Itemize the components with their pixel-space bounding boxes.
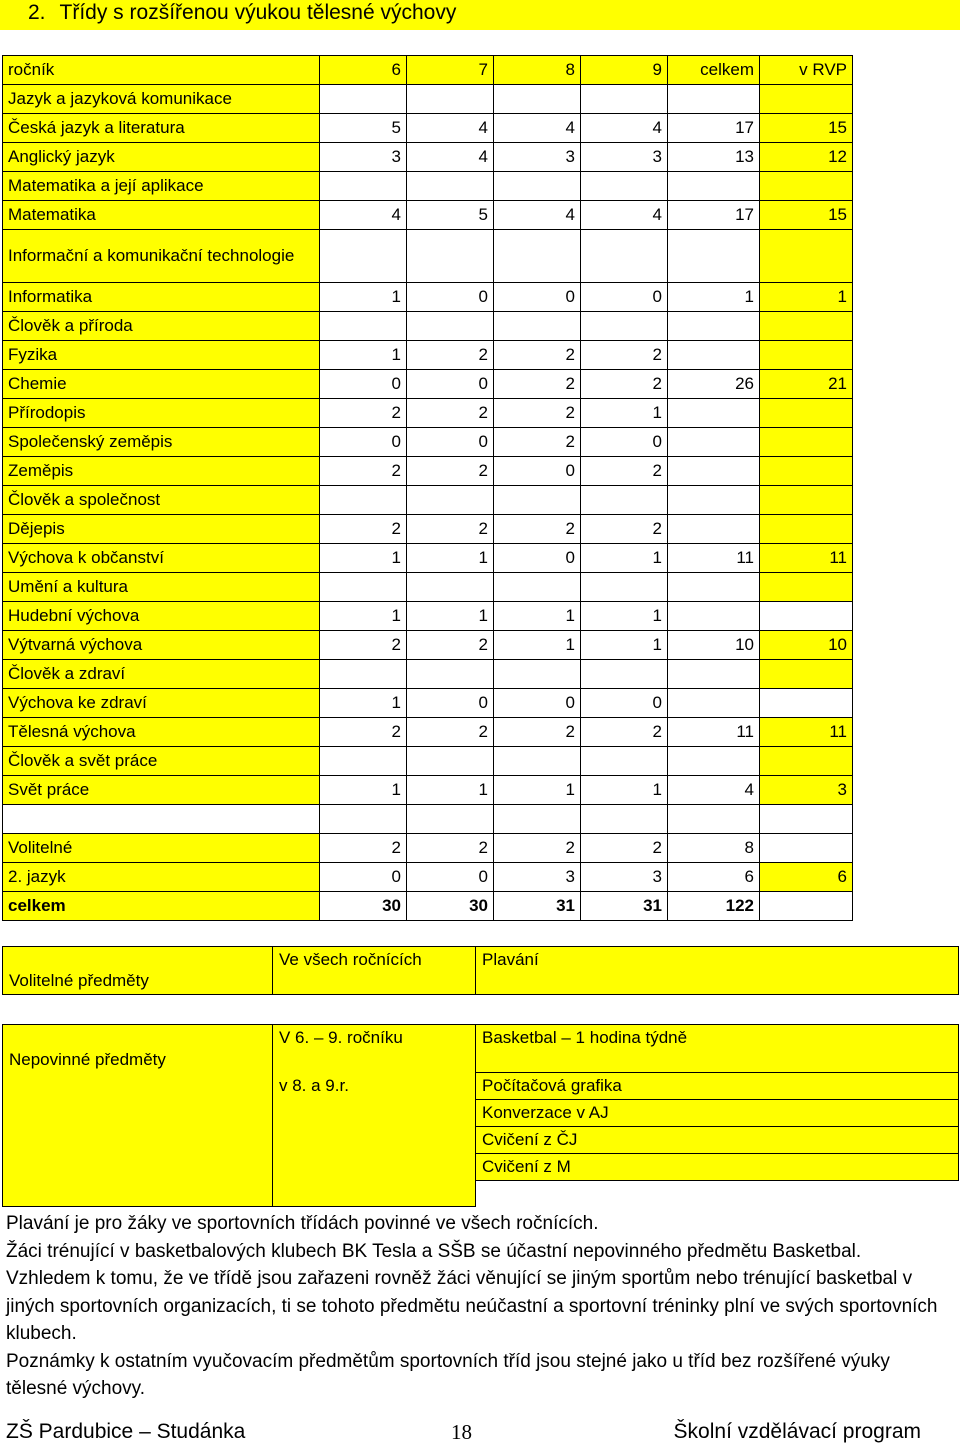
value-cell (668, 399, 760, 428)
value-cell (668, 805, 760, 834)
value-cell: 2 (320, 834, 407, 863)
header-cell: 8 (494, 56, 581, 85)
value-cell (407, 172, 494, 201)
value-cell: 3 (494, 143, 581, 172)
value-cell: 2 (407, 718, 494, 747)
value-cell: 11 (760, 718, 853, 747)
table-row (3, 892, 853, 921)
value-cell: 3 (581, 143, 668, 172)
value-cell (668, 230, 760, 283)
header-label-cell: ročník (3, 56, 320, 85)
value-cell (581, 312, 668, 341)
value-cell (760, 341, 853, 370)
value-cell (668, 172, 760, 201)
value-cell: 13 (668, 143, 760, 172)
value-cell (668, 486, 760, 515)
value-cell (320, 747, 407, 776)
value-cell (494, 230, 581, 283)
footer-document: Školní vzdělávací program (673, 1420, 921, 1443)
value-cell (407, 660, 494, 689)
row-label-cell: Zeměpis (3, 457, 320, 486)
section-heading (0, 0, 960, 30)
value-cell: 0 (407, 283, 494, 312)
value-cell (407, 85, 494, 114)
value-cell: 11 (668, 718, 760, 747)
value-cell (581, 172, 668, 201)
value-cell: 3 (320, 143, 407, 172)
value-cell: 122 (668, 892, 760, 921)
row-label-cell: Matematika a její aplikace (3, 172, 320, 201)
value-cell (760, 689, 853, 718)
value-cell (320, 230, 407, 283)
note-line: Plavání je pro žáky ve sportovních třídách povinné ve všech ročnících. (6, 1213, 599, 1234)
value-cell: 0 (581, 283, 668, 312)
value-cell: 6 (760, 863, 853, 892)
value-cell: 1 (407, 602, 494, 631)
note-line: Poznámky k ostatním vyučovacím předmětům sportovních tříd jsou stejné jako u tříd bez rozšířené výuky tělesné výchovy. (6, 1350, 890, 1399)
value-cell: 1 (581, 631, 668, 660)
group-row (3, 573, 853, 602)
value-cell: 2 (320, 399, 407, 428)
value-cell: 4 (494, 201, 581, 230)
value-cell: 0 (320, 863, 407, 892)
value-cell: 2 (494, 834, 581, 863)
value-cell (760, 573, 853, 602)
value-cell: 11 (760, 544, 853, 573)
subject-hours-table (2, 55, 853, 921)
value-cell (760, 805, 853, 834)
value-cell (668, 689, 760, 718)
value-cell: 2 (494, 428, 581, 457)
section-title: Třídy s rozšířenou výukou tělesné výchovy (59, 1, 457, 24)
nonmandatory-subject: Cvičení z ČJ (476, 1127, 959, 1154)
value-cell: 4 (407, 143, 494, 172)
nonmandatory-scope-1: V 6. – 9. ročníku (273, 1025, 476, 1073)
value-cell: 2 (494, 399, 581, 428)
value-cell: 2 (581, 370, 668, 399)
row-label-cell: Člověk a příroda (3, 312, 320, 341)
value-cell: 1 (494, 776, 581, 805)
row-label-cell: Jazyk a jazyková komunikace (3, 85, 320, 114)
header-cell: 7 (407, 56, 494, 85)
value-cell: 0 (494, 457, 581, 486)
value-cell: 1 (581, 602, 668, 631)
value-cell: 0 (494, 689, 581, 718)
value-cell: 3 (581, 863, 668, 892)
value-cell: 1 (494, 631, 581, 660)
value-cell: 1 (320, 341, 407, 370)
group-row (3, 230, 853, 283)
value-cell (494, 747, 581, 776)
value-cell: 12 (760, 143, 853, 172)
value-cell: 6 (668, 863, 760, 892)
value-cell: 4 (581, 201, 668, 230)
table-row (3, 341, 853, 370)
notes-paragraph (6, 1210, 946, 1403)
row-label-cell: Fyzika (3, 341, 320, 370)
value-cell: 0 (581, 689, 668, 718)
value-cell: 2 (320, 457, 407, 486)
value-cell (494, 172, 581, 201)
page-number: 18 (451, 1420, 472, 1444)
nonmandatory-scope-2: v 8. a 9.r. (273, 1073, 476, 1207)
value-cell (668, 747, 760, 776)
value-cell: 4 (581, 114, 668, 143)
value-cell (668, 515, 760, 544)
table-row (3, 631, 853, 660)
table-row (3, 457, 853, 486)
value-cell (668, 428, 760, 457)
value-cell (581, 805, 668, 834)
nonmandatory-subject: Počítačová grafika (476, 1073, 959, 1100)
value-cell (581, 660, 668, 689)
value-cell (320, 312, 407, 341)
value-cell (581, 85, 668, 114)
value-cell: 8 (668, 834, 760, 863)
value-cell: 2 (407, 341, 494, 370)
header-cell: v RVP (760, 56, 853, 85)
value-cell: 30 (407, 892, 494, 921)
value-cell: 21 (760, 370, 853, 399)
value-cell: 1 (320, 544, 407, 573)
table-row (3, 602, 853, 631)
value-cell: 2 (581, 515, 668, 544)
row-label-cell: Člověk a společnost (3, 486, 320, 515)
header-cell: 6 (320, 56, 407, 85)
table-row (3, 201, 853, 230)
row-label-cell (3, 805, 320, 834)
value-cell: 11 (668, 544, 760, 573)
value-cell (407, 805, 494, 834)
value-cell: 2 (581, 457, 668, 486)
value-cell: 26 (668, 370, 760, 399)
value-cell: 1 (320, 689, 407, 718)
value-cell (760, 312, 853, 341)
value-cell: 31 (581, 892, 668, 921)
row-label-cell: Chemie (3, 370, 320, 399)
table-row (3, 834, 853, 863)
value-cell: 1 (581, 776, 668, 805)
row-label-cell: Tělesná výchova (3, 718, 320, 747)
table-row (3, 718, 853, 747)
table-row (3, 370, 853, 399)
value-cell: 1 (407, 776, 494, 805)
value-cell: 2 (494, 515, 581, 544)
value-cell (760, 602, 853, 631)
value-cell: 15 (760, 114, 853, 143)
table-row (3, 114, 853, 143)
value-cell (581, 747, 668, 776)
value-cell: 2 (581, 834, 668, 863)
value-cell: 2 (407, 457, 494, 486)
table-row (3, 805, 853, 834)
value-cell: 0 (494, 544, 581, 573)
page-footer (6, 1420, 921, 1450)
value-cell: 2 (320, 515, 407, 544)
value-cell (760, 230, 853, 283)
group-row (3, 747, 853, 776)
table-row (3, 863, 853, 892)
value-cell (320, 85, 407, 114)
value-cell (760, 660, 853, 689)
nonmandatory-subjects-table (2, 1024, 959, 1207)
value-cell (760, 892, 853, 921)
value-cell: 1 (668, 283, 760, 312)
value-cell: 1 (760, 283, 853, 312)
value-cell: 0 (407, 428, 494, 457)
value-cell (407, 747, 494, 776)
header-cell: 9 (581, 56, 668, 85)
value-cell: 0 (494, 283, 581, 312)
table-row (3, 515, 853, 544)
table-header-row (3, 56, 853, 85)
row-label-cell: Člověk a zdraví (3, 660, 320, 689)
value-cell: 2 (494, 370, 581, 399)
value-cell: 15 (760, 201, 853, 230)
value-cell (760, 834, 853, 863)
value-cell (668, 85, 760, 114)
value-cell (668, 660, 760, 689)
value-cell (760, 747, 853, 776)
row-label-cell: Výtvarná výchova (3, 631, 320, 660)
value-cell: 2 (320, 718, 407, 747)
value-cell: 2 (581, 341, 668, 370)
value-cell (760, 428, 853, 457)
optional-subjects-table (2, 946, 959, 995)
value-cell: 4 (494, 114, 581, 143)
value-cell: 2 (407, 834, 494, 863)
value-cell: 1 (320, 602, 407, 631)
value-cell: 4 (320, 201, 407, 230)
value-cell (407, 312, 494, 341)
value-cell: 17 (668, 114, 760, 143)
value-cell (320, 660, 407, 689)
row-label-cell: Umění a kultura (3, 573, 320, 602)
value-cell: 10 (760, 631, 853, 660)
value-cell (668, 573, 760, 602)
row-label-cell: Informační a komunikační technologie (3, 230, 320, 283)
value-cell: 2 (407, 631, 494, 660)
value-cell: 1 (581, 399, 668, 428)
table-row (3, 689, 853, 718)
value-cell: 1 (581, 544, 668, 573)
row-label-cell: Volitelné (3, 834, 320, 863)
value-cell (407, 486, 494, 515)
value-cell: 0 (407, 863, 494, 892)
table-row (3, 776, 853, 805)
value-cell: 2 (407, 515, 494, 544)
table-row (3, 544, 853, 573)
value-cell: 0 (320, 428, 407, 457)
value-cell (760, 457, 853, 486)
value-cell: 4 (668, 776, 760, 805)
value-cell (320, 573, 407, 602)
row-label-cell: Matematika (3, 201, 320, 230)
value-cell (320, 172, 407, 201)
value-cell: 5 (320, 114, 407, 143)
nonmandatory-subject: Basketbal – 1 hodina týdně (476, 1025, 959, 1073)
value-cell: 2 (581, 718, 668, 747)
value-cell: 17 (668, 201, 760, 230)
row-label-cell: Společenský zeměpis (3, 428, 320, 457)
value-cell: 10 (668, 631, 760, 660)
value-cell: 1 (494, 602, 581, 631)
footer-school: ZŠ Pardubice – Studánka (6, 1420, 246, 1443)
value-cell (581, 486, 668, 515)
section-number: 2. (28, 1, 46, 24)
value-cell: 0 (407, 370, 494, 399)
value-cell: 30 (320, 892, 407, 921)
nonmandatory-label: Nepovinné předměty (3, 1025, 273, 1207)
value-cell (494, 805, 581, 834)
value-cell: 3 (760, 776, 853, 805)
value-cell: 2 (494, 341, 581, 370)
value-cell: 2 (494, 718, 581, 747)
group-row (3, 172, 853, 201)
value-cell (760, 172, 853, 201)
group-row (3, 312, 853, 341)
value-cell: 31 (494, 892, 581, 921)
value-cell (494, 85, 581, 114)
row-label-cell: Dějepis (3, 515, 320, 544)
table-row (3, 428, 853, 457)
value-cell (668, 457, 760, 486)
row-label-cell: Přírodopis (3, 399, 320, 428)
value-cell: 0 (581, 428, 668, 457)
row-label-cell: celkem (3, 892, 320, 921)
value-cell (407, 230, 494, 283)
value-cell (581, 573, 668, 602)
value-cell (668, 602, 760, 631)
value-cell (668, 312, 760, 341)
nonmandatory-subject: Cvičení z M (476, 1154, 959, 1181)
nonmandatory-subject: Konverzace v AJ (476, 1100, 959, 1127)
row-label-cell: Anglický jazyk (3, 143, 320, 172)
group-row (3, 660, 853, 689)
row-label-cell: Výchova k občanství (3, 544, 320, 573)
optional-subject: Plavání (476, 947, 959, 995)
group-row (3, 486, 853, 515)
value-cell: 1 (407, 544, 494, 573)
value-cell (320, 805, 407, 834)
row-label-cell: Člověk a svět práce (3, 747, 320, 776)
value-cell: 1 (320, 776, 407, 805)
row-label-cell: Výchova ke zdraví (3, 689, 320, 718)
value-cell (494, 486, 581, 515)
value-cell: 2 (320, 631, 407, 660)
value-cell: 0 (320, 370, 407, 399)
value-cell (760, 85, 853, 114)
row-label-cell: Svět práce (3, 776, 320, 805)
value-cell (668, 341, 760, 370)
group-row (3, 85, 853, 114)
optional-scope: Ve všech ročnících (273, 947, 476, 995)
value-cell (320, 486, 407, 515)
value-cell: 1 (320, 283, 407, 312)
value-cell: 2 (407, 399, 494, 428)
table-row (3, 143, 853, 172)
optional-label: Volitelné předměty (3, 947, 273, 995)
value-cell: 5 (407, 201, 494, 230)
row-label-cell: Hudební výchova (3, 602, 320, 631)
note-line: Žáci trénující v basketbalových klubech BK Tesla a SŠB se účastní nepovinného předmětu Basketbal. Vzhledem k tomu, že ve třídě jsou zařazeni rovněž žáci věnující se jiným sportům nebo trénující basketbal v jiných sportovních organizacích, ti se tohoto předmětu neúčastní a sportovní tréninky plní ve svých sportovních klubech. (6, 1240, 938, 1344)
value-cell (407, 573, 494, 602)
table-row (3, 283, 853, 312)
value-cell: 3 (494, 863, 581, 892)
row-label-cell: Informatika (3, 283, 320, 312)
value-cell (760, 399, 853, 428)
value-cell (760, 515, 853, 544)
header-cell: celkem (668, 56, 760, 85)
table-row (3, 399, 853, 428)
value-cell (494, 312, 581, 341)
value-cell: 0 (407, 689, 494, 718)
value-cell (760, 486, 853, 515)
value-cell (494, 660, 581, 689)
value-cell (494, 573, 581, 602)
value-cell (581, 230, 668, 283)
row-label-cell: 2. jazyk (3, 863, 320, 892)
row-label-cell: Česká jazyk a literatura (3, 114, 320, 143)
value-cell: 4 (407, 114, 494, 143)
